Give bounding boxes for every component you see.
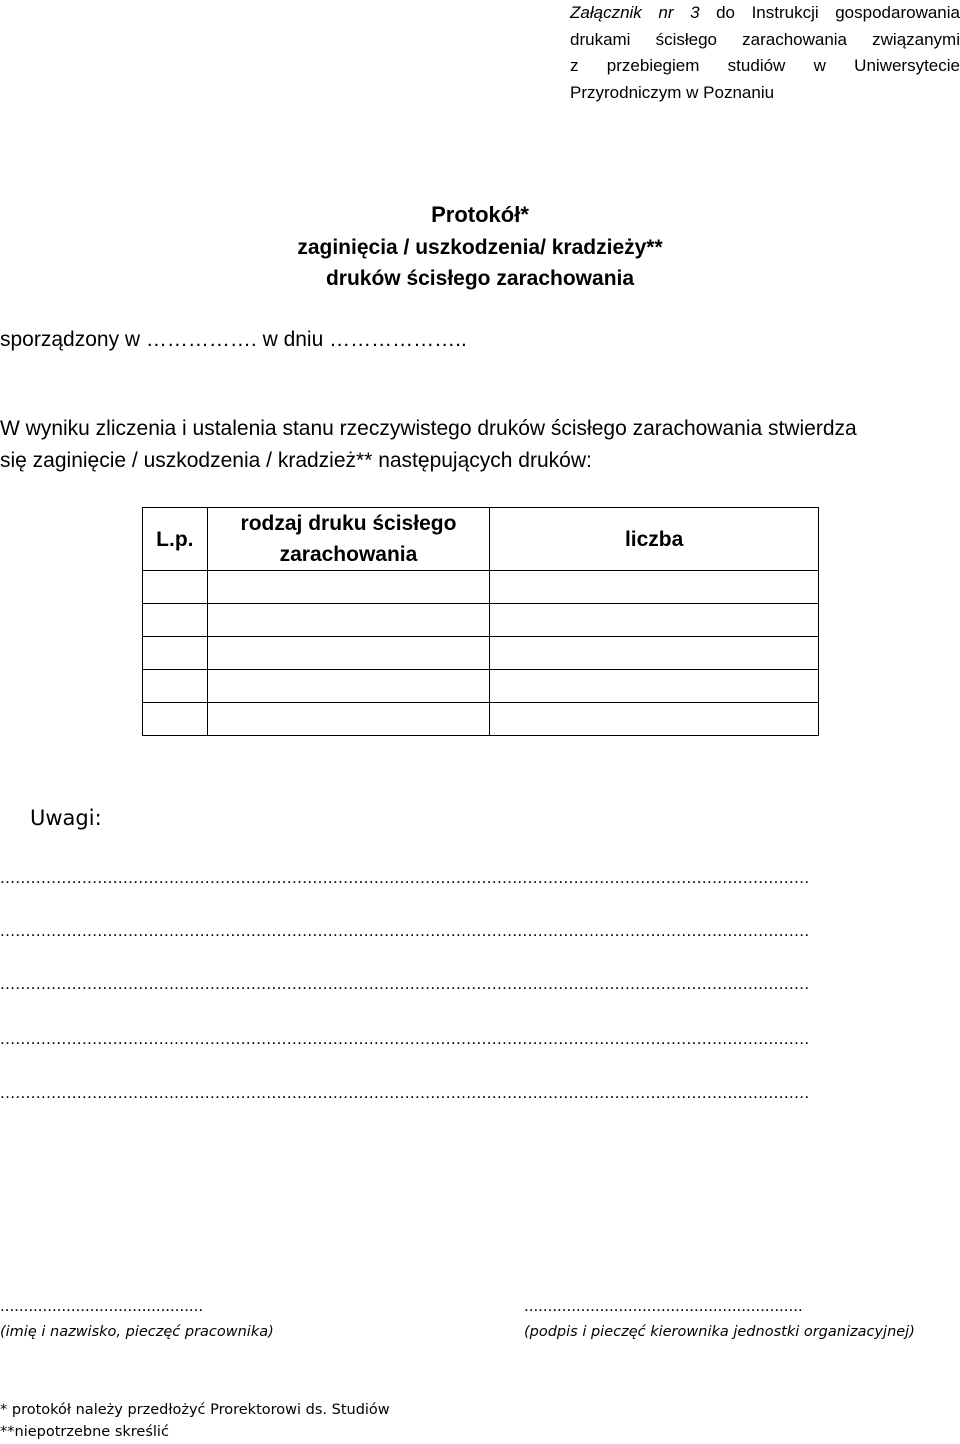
- signature-right-line[interactable]: ...........................................................: [524, 1296, 803, 1315]
- table-cell[interactable]: [143, 703, 208, 736]
- remarks-line-3[interactable]: ..............................................................................................................................................................: [0, 974, 810, 993]
- paragraph-line-2: się zaginięcie / uszkodzenia / kradzież** następujących druków:: [0, 449, 592, 472]
- table-cell[interactable]: [490, 703, 819, 736]
- paragraph-line-1: W wyniku zliczenia i ustalenia stanu rzeczywistego druków ścisłego zarachowania stwierdza: [0, 417, 857, 440]
- header-type: [207, 508, 490, 571]
- table-cell[interactable]: [207, 703, 490, 736]
- annex-line-3: z przebiegiem studiów w Uniwersytecie: [570, 56, 960, 75]
- table-row: [143, 637, 819, 670]
- header-lp: L.p.: [143, 508, 208, 571]
- header-count: liczba: [490, 508, 819, 571]
- table-row: [143, 571, 819, 604]
- footnote-2: **niepotrzebne skreślić: [0, 1424, 169, 1440]
- table-cell[interactable]: [207, 637, 490, 670]
- remarks-line-5[interactable]: ..............................................................................................................................................................: [0, 1083, 810, 1102]
- footnote-1: * protokół należy przedłożyć Prorektorowi ds. Studiów: [0, 1402, 390, 1418]
- remarks-line-2[interactable]: ..............................................................................................................................................................: [0, 921, 810, 940]
- table-row: [143, 703, 819, 736]
- table-row: [143, 604, 819, 637]
- table-cell[interactable]: [143, 571, 208, 604]
- annex-note: [570, 0, 960, 106]
- annex-line-1-rest: do Instrukcji gospodarowania: [699, 3, 960, 22]
- table-cell[interactable]: [207, 670, 490, 703]
- header-type-label: rodzaj druku ścisłego zarachowania: [240, 512, 457, 566]
- table-cell[interactable]: [490, 571, 819, 604]
- table-row: [143, 670, 819, 703]
- table-cell[interactable]: [490, 670, 819, 703]
- table-cell[interactable]: [143, 604, 208, 637]
- signature-right-label: (podpis i pieczęć kierownika jednostki organizacyjnej): [524, 1324, 915, 1340]
- items-table: [142, 507, 819, 736]
- table-cell[interactable]: [490, 637, 819, 670]
- annex-line-1: [570, 0, 960, 27]
- annex-line-2: drukami ścisłego zarachowania związanymi: [570, 29, 960, 49]
- table-header-row: [143, 508, 819, 571]
- annex-label: Załącznik nr 3: [570, 3, 700, 22]
- signature-left-line[interactable]: ...........................................: [0, 1296, 204, 1315]
- document-subtitle-2: druków ścisłego zarachowania: [325, 267, 635, 290]
- signature-left-label: (imię i nazwisko, pieczęć pracownika): [0, 1324, 274, 1340]
- table-cell[interactable]: [143, 637, 208, 670]
- annex-line-4: Przyrodniczym w Poznaniu: [570, 82, 775, 102]
- table-cell[interactable]: [490, 604, 819, 637]
- document-title: Protokół*: [431, 202, 529, 227]
- remarks-line-4[interactable]: ..............................................................................................................................................................: [0, 1029, 810, 1048]
- table-cell[interactable]: [207, 604, 490, 637]
- document-subtitle-1: zaginięcia / uszkodzenia/ kradzieży**: [297, 236, 663, 259]
- remarks-label: Uwagi:: [30, 806, 102, 830]
- table-cell[interactable]: [207, 571, 490, 604]
- prepared-line: sporządzony w ……………. w dniu ………………..: [0, 328, 467, 351]
- table-cell[interactable]: [143, 670, 208, 703]
- remarks-line-1[interactable]: ..............................................................................................................................................................: [0, 868, 810, 887]
